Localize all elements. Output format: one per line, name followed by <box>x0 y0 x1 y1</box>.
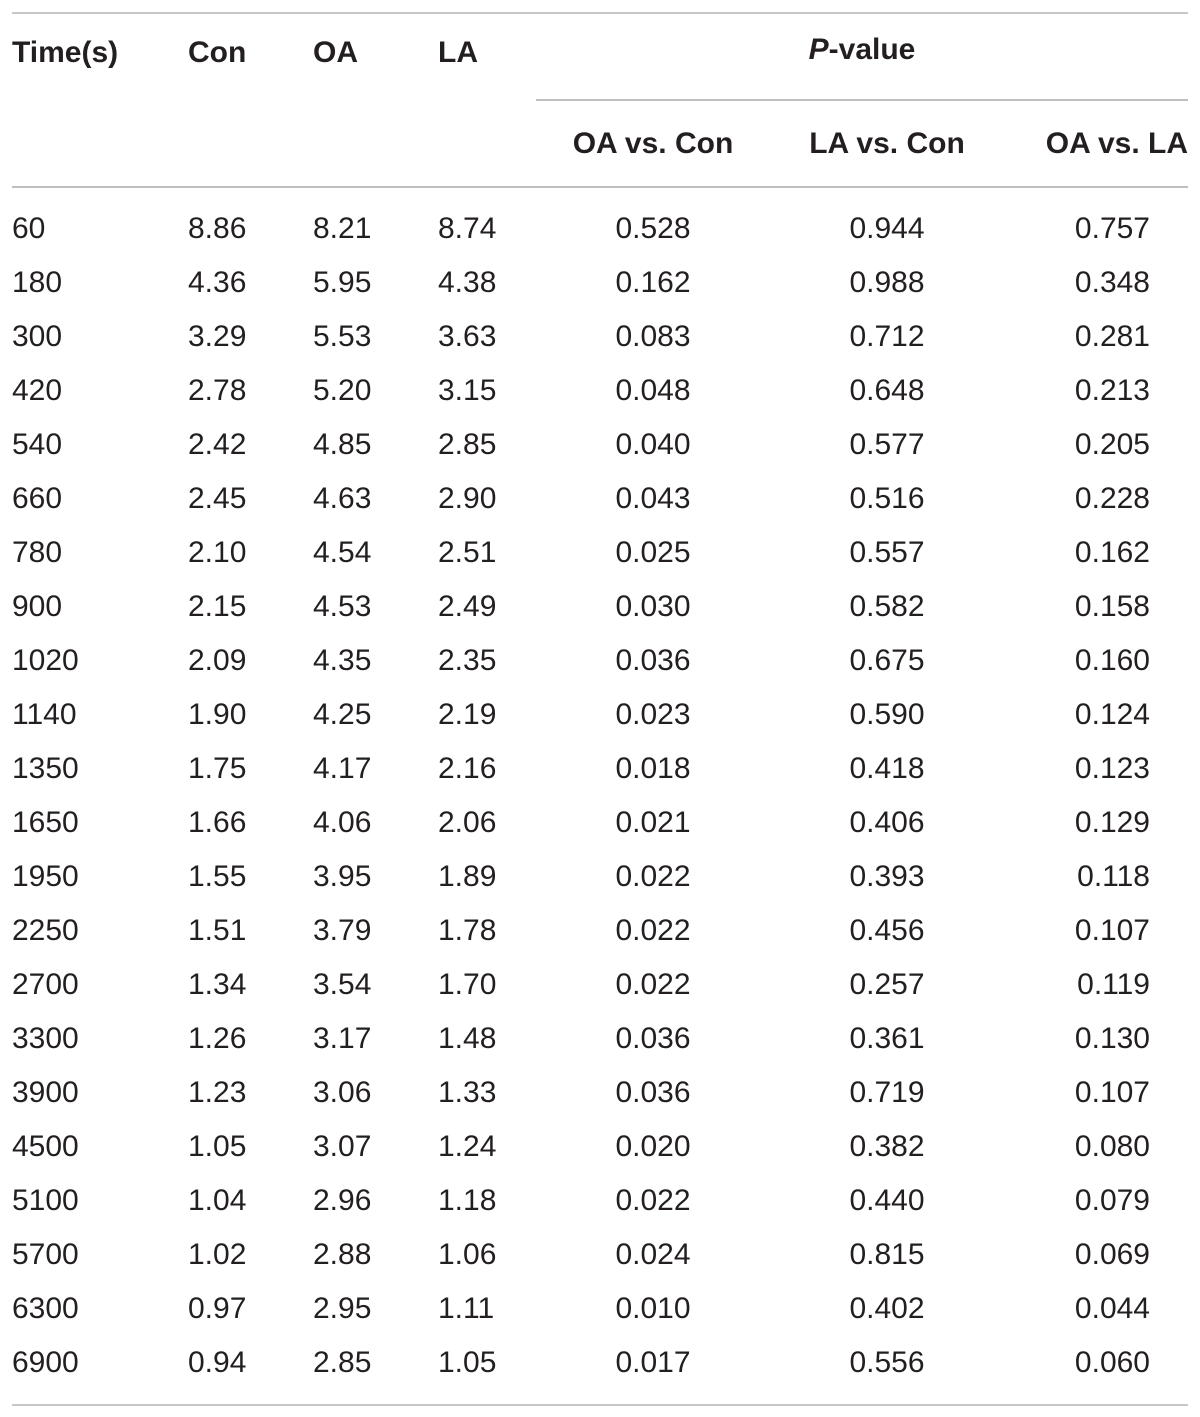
table-row <box>12 1066 1188 1120</box>
table-row <box>12 526 1188 580</box>
header-oa: OA <box>313 36 358 69</box>
cell-time: 5700 <box>12 1238 79 1271</box>
cell-la: 2.85 <box>438 428 497 461</box>
cell-la: 3.63 <box>438 320 497 353</box>
cell-oa-vs-con: 0.022 <box>615 914 691 947</box>
cell-oa-vs-la: 0.124 <box>1074 698 1150 731</box>
cell-oa-vs-con: 0.024 <box>615 1238 691 1271</box>
cell-la: 1.89 <box>438 860 497 893</box>
cell-oa-vs-con: 0.020 <box>615 1130 691 1163</box>
cell-oa-vs-con: 0.043 <box>615 482 691 515</box>
table-row <box>12 1174 1188 1228</box>
cell-time-con <box>12 472 313 526</box>
cell-la: 2.51 <box>438 536 497 569</box>
cell-time: 1650 <box>12 806 79 839</box>
cell-la-vs-con: 0.556 <box>849 1346 925 1379</box>
cell-oa-vs-la: 0.348 <box>1074 266 1150 299</box>
cell-con: 1.04 <box>188 1184 247 1217</box>
cell-la-vs-con: 0.406 <box>849 806 925 839</box>
cell-la: 2.35 <box>438 644 497 677</box>
cell-oa-vs-con: 0.021 <box>615 806 691 839</box>
cell-con: 1.02 <box>188 1238 247 1271</box>
cell-time-con <box>12 688 313 742</box>
cell-oa: 2.85 <box>313 1346 372 1379</box>
cell-time-con <box>12 1120 313 1174</box>
cell-la: 1.70 <box>438 968 497 1001</box>
cell-con: 1.26 <box>188 1022 247 1055</box>
cell-oa-vs-con: 0.040 <box>615 428 691 461</box>
cell-oa: 4.85 <box>313 428 372 461</box>
cell-time-con <box>12 1228 313 1282</box>
cell-la-vs-con: 0.815 <box>849 1238 925 1271</box>
cell-oa: 5.20 <box>313 374 372 407</box>
header-pvalue-italic: P <box>808 33 829 66</box>
cell-oa-vs-la: 0.158 <box>1074 590 1150 623</box>
cell-la-vs-con: 0.988 <box>849 266 925 299</box>
cell-oa: 3.17 <box>313 1022 372 1055</box>
cell-la: 8.74 <box>438 212 497 245</box>
cell-oa-vs-con: 0.023 <box>615 698 691 731</box>
cell-la: 2.90 <box>438 482 497 515</box>
cell-la: 1.33 <box>438 1076 497 1109</box>
cell-oa: 3.95 <box>313 860 372 893</box>
cell-oa: 2.95 <box>313 1292 372 1325</box>
table-row <box>12 1336 1188 1390</box>
cell-oa-vs-con: 0.036 <box>615 1022 691 1055</box>
table-header <box>12 0 1188 188</box>
cell-oa: 2.88 <box>313 1238 372 1271</box>
table-row <box>12 1012 1188 1066</box>
header-oa-vs-la: OA vs. LA <box>1045 127 1188 160</box>
cell-la: 2.49 <box>438 590 497 623</box>
cell-time-con <box>12 1174 313 1228</box>
cell-oa: 5.53 <box>313 320 372 353</box>
cell-la: 2.06 <box>438 806 497 839</box>
cell-con: 8.86 <box>188 212 247 245</box>
cell-oa-vs-la: 0.044 <box>1074 1292 1150 1325</box>
cell-oa-vs-la: 0.160 <box>1074 644 1150 677</box>
table-row <box>12 418 1188 472</box>
cell-oa-vs-con: 0.162 <box>615 266 691 299</box>
cell-oa-vs-la: 0.118 <box>1077 860 1150 893</box>
cell-oa: 8.21 <box>313 212 372 245</box>
cell-oa: 4.17 <box>313 752 372 785</box>
cell-la: 1.05 <box>438 1346 497 1379</box>
cell-con: 1.23 <box>188 1076 247 1109</box>
cell-la-vs-con: 0.516 <box>849 482 925 515</box>
cell-time-con <box>12 1336 313 1390</box>
cell-oa: 3.54 <box>313 968 372 1001</box>
cell-la-vs-con: 0.418 <box>849 752 925 785</box>
cell-la-vs-con: 0.440 <box>849 1184 925 1217</box>
cell-la-vs-con: 0.590 <box>849 698 925 731</box>
cell-time: 3900 <box>12 1076 79 1109</box>
cell-oa: 3.07 <box>313 1130 372 1163</box>
cell-time-con <box>12 364 313 418</box>
cell-time: 4500 <box>12 1130 79 1163</box>
cell-oa-vs-la: 0.069 <box>1074 1238 1150 1271</box>
table-row <box>12 256 1188 310</box>
cell-oa-vs-con: 0.022 <box>615 860 691 893</box>
cell-oa: 4.53 <box>313 590 372 623</box>
cell-time: 6300 <box>12 1292 79 1325</box>
cell-time-con <box>12 256 313 310</box>
table-row <box>12 1282 1188 1336</box>
cell-la: 2.19 <box>438 698 497 731</box>
data-table <box>12 0 1188 1390</box>
cell-con: 0.94 <box>188 1346 247 1379</box>
cell-la: 4.38 <box>438 266 497 299</box>
table-row <box>12 904 1188 958</box>
cell-time: 3300 <box>12 1022 79 1055</box>
table-row <box>12 688 1188 742</box>
cell-oa: 4.54 <box>313 536 372 569</box>
cell-oa-vs-con: 0.036 <box>615 644 691 677</box>
cell-time-con <box>12 1282 313 1336</box>
cell-la: 1.06 <box>438 1238 497 1271</box>
cell-con: 1.66 <box>188 806 247 839</box>
cell-time: 60 <box>12 212 46 245</box>
cell-la-vs-con: 0.361 <box>849 1022 925 1055</box>
table-row <box>12 188 1188 256</box>
cell-time: 540 <box>12 428 63 461</box>
table-row <box>12 796 1188 850</box>
header-pvalue <box>536 0 1188 100</box>
table-row <box>12 472 1188 526</box>
cell-la-vs-con: 0.719 <box>849 1076 925 1109</box>
cell-time: 2250 <box>12 914 79 947</box>
cell-la: 3.15 <box>438 374 497 407</box>
cell-oa-vs-la: 0.080 <box>1074 1130 1150 1163</box>
cell-oa: 3.79 <box>313 914 372 947</box>
cell-time-con <box>12 310 313 364</box>
cell-la-vs-con: 0.257 <box>849 968 925 1001</box>
cell-time: 1950 <box>12 860 79 893</box>
cell-time-con <box>12 188 313 256</box>
cell-con: 2.45 <box>188 482 247 515</box>
cell-la: 1.78 <box>438 914 497 947</box>
cell-oa-vs-la: 0.281 <box>1074 320 1150 353</box>
cell-oa-vs-la: 0.129 <box>1074 806 1150 839</box>
cell-oa-vs-la: 0.107 <box>1074 914 1150 947</box>
cell-la-vs-con: 0.382 <box>849 1130 925 1163</box>
header-empty-4 <box>438 100 536 188</box>
header-oa-vs-con: OA vs. Con <box>572 127 734 160</box>
cell-oa-vs-la: 0.119 <box>1077 968 1150 1001</box>
cell-oa-vs-con: 0.022 <box>615 1184 691 1217</box>
cell-oa-vs-con: 0.030 <box>615 590 691 623</box>
cell-la-vs-con: 0.402 <box>849 1292 925 1325</box>
cell-time: 660 <box>12 482 63 515</box>
header-time: Time(s) <box>12 36 119 69</box>
cell-oa-vs-la: 0.757 <box>1074 212 1150 245</box>
cell-time-con <box>12 634 313 688</box>
data-table-container <box>12 0 1188 1390</box>
cell-con: 1.34 <box>188 968 247 1001</box>
cell-oa-vs-la: 0.228 <box>1074 482 1150 515</box>
header-empty-2 <box>12 100 313 188</box>
cell-con: 2.15 <box>188 590 247 623</box>
cell-oa-vs-con: 0.036 <box>615 1076 691 1109</box>
cell-la-vs-con: 0.648 <box>849 374 925 407</box>
cell-oa-vs-la: 0.213 <box>1074 374 1150 407</box>
cell-time-con <box>12 796 313 850</box>
header-la: LA <box>438 36 478 69</box>
cell-la: 1.24 <box>438 1130 497 1163</box>
table-row <box>12 580 1188 634</box>
cell-oa-vs-la: 0.060 <box>1074 1346 1150 1379</box>
cell-oa: 3.06 <box>313 1076 372 1109</box>
cell-time-con <box>12 418 313 472</box>
cell-time-con <box>12 1012 313 1066</box>
cell-la-vs-con: 0.456 <box>849 914 925 947</box>
cell-oa-vs-con: 0.010 <box>615 1292 691 1325</box>
table-bottom-rule <box>12 1404 1188 1406</box>
cell-time-con <box>12 1066 313 1120</box>
cell-oa-vs-la: 0.107 <box>1074 1076 1150 1109</box>
cell-time: 5100 <box>12 1184 79 1217</box>
cell-oa-vs-la: 0.162 <box>1074 536 1150 569</box>
cell-time-con <box>12 850 313 904</box>
table-row <box>12 634 1188 688</box>
cell-oa: 5.95 <box>313 266 372 299</box>
cell-la: 1.48 <box>438 1022 497 1055</box>
table-row <box>12 1120 1188 1174</box>
table-body <box>12 188 1188 1390</box>
cell-con: 2.78 <box>188 374 247 407</box>
cell-time: 1140 <box>12 698 77 731</box>
cell-con: 2.10 <box>188 536 247 569</box>
cell-time-con <box>12 580 313 634</box>
cell-la: 2.16 <box>438 752 497 785</box>
cell-la-vs-con: 0.582 <box>849 590 925 623</box>
cell-la-vs-con: 0.712 <box>849 320 925 353</box>
cell-oa-vs-la: 0.123 <box>1074 752 1150 785</box>
cell-oa-vs-con: 0.528 <box>615 212 691 245</box>
cell-oa-vs-con: 0.025 <box>615 536 691 569</box>
table-row <box>12 742 1188 796</box>
cell-oa-vs-con: 0.018 <box>615 752 691 785</box>
table-row <box>12 958 1188 1012</box>
cell-oa: 4.06 <box>313 806 372 839</box>
cell-con: 3.29 <box>188 320 247 353</box>
cell-time: 780 <box>12 536 63 569</box>
cell-la-vs-con: 0.675 <box>849 644 925 677</box>
cell-time: 900 <box>12 590 63 623</box>
cell-con: 1.75 <box>188 752 247 785</box>
cell-time-con <box>12 904 313 958</box>
cell-con: 1.90 <box>188 698 247 731</box>
cell-time: 1020 <box>12 644 79 677</box>
cell-la: 1.11 <box>438 1292 495 1325</box>
table-row <box>12 1228 1188 1282</box>
cell-con: 2.42 <box>188 428 247 461</box>
cell-time-con <box>12 958 313 1012</box>
cell-con: 1.05 <box>188 1130 247 1163</box>
cell-con: 1.51 <box>188 914 247 947</box>
cell-la: 1.18 <box>438 1184 497 1217</box>
header-con: Con <box>188 36 247 69</box>
cell-oa: 4.35 <box>313 644 372 677</box>
cell-oa-vs-con: 0.048 <box>615 374 691 407</box>
table-row <box>12 850 1188 904</box>
header-la-vs-con: LA vs. Con <box>809 127 965 160</box>
cell-con: 0.97 <box>188 1292 247 1325</box>
cell-time-con <box>12 526 313 580</box>
cell-oa-vs-la: 0.130 <box>1074 1022 1150 1055</box>
cell-oa-vs-con: 0.083 <box>615 320 691 353</box>
cell-con: 4.36 <box>188 266 247 299</box>
cell-time-con <box>12 742 313 796</box>
cell-oa-vs-la: 0.205 <box>1074 428 1150 461</box>
header-pvalue-rest: -value <box>828 33 916 66</box>
cell-la-vs-con: 0.557 <box>849 536 925 569</box>
cell-oa-vs-con: 0.017 <box>615 1346 691 1379</box>
cell-time: 300 <box>12 320 63 353</box>
cell-con: 2.09 <box>188 644 247 677</box>
cell-con: 1.55 <box>188 860 247 893</box>
table-row <box>12 364 1188 418</box>
table-row <box>12 310 1188 364</box>
cell-la-vs-con: 0.944 <box>849 212 925 245</box>
cell-oa: 2.96 <box>313 1184 372 1217</box>
cell-la-vs-con: 0.577 <box>849 428 925 461</box>
cell-time: 6900 <box>12 1346 79 1379</box>
cell-la-vs-con: 0.393 <box>849 860 925 893</box>
header-empty-3 <box>313 100 438 188</box>
cell-oa-vs-con: 0.022 <box>615 968 691 1001</box>
header-time-con-wrap <box>12 0 313 100</box>
cell-oa: 4.25 <box>313 698 372 731</box>
cell-time: 1350 <box>12 752 79 785</box>
cell-time: 420 <box>12 374 63 407</box>
cell-oa-vs-la: 0.079 <box>1074 1184 1150 1217</box>
cell-oa: 4.63 <box>313 482 372 515</box>
cell-time: 180 <box>12 266 63 299</box>
cell-time: 2700 <box>12 968 79 1001</box>
